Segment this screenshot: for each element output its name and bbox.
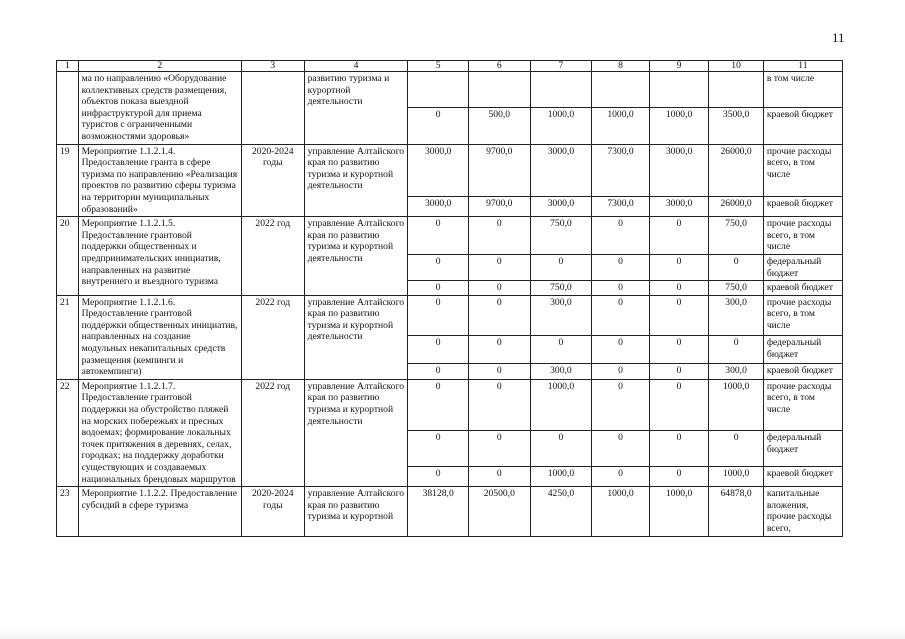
table-row	[57, 144, 843, 196]
value-cell: 20500,0	[468, 487, 530, 536]
value-cell: 0	[468, 254, 530, 280]
col-header: 7	[530, 61, 592, 72]
value-cell: 0	[592, 336, 650, 364]
value-cell: 0	[530, 336, 592, 364]
table-row	[57, 295, 843, 335]
value-cell: 0	[649, 467, 709, 487]
value-cell: 3000,0	[649, 196, 709, 216]
column-number-row	[57, 61, 843, 72]
value-cell	[408, 72, 469, 108]
value-cell: 0	[649, 254, 709, 280]
value-cell: 0	[649, 281, 709, 296]
value-cell: 0	[649, 431, 709, 467]
value-cell: 1000,0	[709, 467, 763, 487]
value-cell: 26000,0	[709, 144, 763, 196]
value-cell: 0	[468, 217, 530, 255]
funding-source: краевой бюджет	[763, 281, 842, 296]
executor: управление Алтайского края по развитию туризма и курортной деятельности	[304, 379, 408, 486]
value-cell: 0	[408, 379, 469, 431]
col-header: 9	[649, 61, 709, 72]
value-cell: 9700,0	[468, 144, 530, 196]
executor: управление Алтайского края по развитию туризма и курортной деятельности	[304, 295, 408, 379]
funding-source: краевой бюджет	[763, 467, 842, 487]
value-cell: 0	[468, 379, 530, 431]
table-body	[57, 72, 843, 537]
funding-source: прочие расходы всего, в том числе	[763, 295, 842, 335]
table-row	[57, 487, 843, 536]
value-cell: 64878,0	[709, 487, 763, 536]
value-cell: 0	[468, 431, 530, 467]
row-number	[57, 72, 79, 145]
funding-source: прочие расходы всего, в том числе	[763, 144, 842, 196]
measure-description: ма по направлению «Оборудование коллективных средств размещения, объектов показа выездной инфраструктурой для приема туристов с ограниченными возможностями здоровья»	[78, 72, 241, 145]
value-cell: 0	[592, 364, 650, 380]
value-cell: 26000,0	[709, 196, 763, 216]
funding-source: краевой бюджет	[763, 364, 842, 380]
value-cell: 0	[649, 336, 709, 364]
row-number: 23	[57, 487, 79, 536]
value-cell: 3000,0	[408, 144, 469, 196]
row-number: 20	[57, 217, 79, 296]
value-cell: 0	[649, 364, 709, 380]
period: 2020-2024 годы	[241, 144, 304, 217]
value-cell: 0	[649, 217, 709, 255]
value-cell: 0	[592, 295, 650, 335]
value-cell: 1000,0	[530, 379, 592, 431]
measure-description: Мероприятие 1.1.2.2. Предоставление субсидий в сфере туризма	[78, 487, 241, 536]
executor: управление Алтайского края по развитию туризма и курортной	[304, 487, 408, 536]
col-header: 2	[78, 61, 241, 72]
funding-source: капитальные вложения, прочие расходы всего,	[763, 487, 842, 536]
value-cell: 0	[468, 295, 530, 335]
row-number: 22	[57, 379, 79, 486]
measure-description: Мероприятие 1.1.2.1.5. Предоставление грантовой поддержки общественных и предпринимательских инициатив, направленных на развитие внутреннего и въездного туризма	[78, 217, 241, 296]
page-number: 11	[832, 30, 845, 45]
page-bottom-edge	[0, 628, 905, 639]
budget-table	[56, 60, 843, 537]
value-cell: 500,0	[468, 108, 530, 144]
value-cell: 0	[468, 281, 530, 296]
funding-source: прочие расходы всего, в том числе	[763, 379, 842, 431]
period: 2020-2024 годы	[241, 487, 304, 536]
col-header: 8	[592, 61, 650, 72]
funding-source: прочие расходы всего, в том числе	[763, 217, 842, 255]
value-cell: 1000,0	[592, 487, 650, 536]
measure-description: Мероприятие 1.1.2.1.4. Предоставление гранта в сфере туризма по направлению «Реализация проектов по развитию сферы туризма на территории муниципальных образований»	[78, 144, 241, 217]
table-row	[57, 217, 843, 255]
col-header: 6	[468, 61, 530, 72]
value-cell: 300,0	[709, 295, 763, 335]
value-cell: 7300,0	[592, 196, 650, 216]
value-cell: 1000,0	[649, 487, 709, 536]
value-cell: 0	[530, 431, 592, 467]
value-cell: 300,0	[530, 295, 592, 335]
value-cell: 0	[408, 281, 469, 296]
value-cell: 0	[592, 379, 650, 431]
value-cell: 750,0	[709, 217, 763, 255]
col-header: 5	[408, 61, 469, 72]
value-cell: 1000,0	[530, 108, 592, 144]
period: 2022 год	[241, 217, 304, 296]
value-cell: 0	[592, 467, 650, 487]
funding-source: в том числе	[763, 72, 842, 108]
value-cell: 3000,0	[408, 196, 469, 216]
value-cell: 0	[408, 336, 469, 364]
value-cell: 1000,0	[530, 467, 592, 487]
table-row	[57, 72, 843, 108]
value-cell: 300,0	[709, 364, 763, 380]
col-header: 3	[241, 61, 304, 72]
value-cell: 1000,0	[649, 108, 709, 144]
value-cell: 0	[408, 295, 469, 335]
value-cell	[592, 72, 650, 108]
value-cell: 1000,0	[709, 379, 763, 431]
value-cell: 0	[408, 108, 469, 144]
value-cell	[649, 72, 709, 108]
value-cell: 0	[592, 254, 650, 280]
funding-source: федеральный бюджет	[763, 254, 842, 280]
value-cell: 0	[408, 431, 469, 467]
value-cell: 0	[408, 467, 469, 487]
value-cell: 9700,0	[468, 196, 530, 216]
value-cell: 0	[530, 254, 592, 280]
value-cell: 7300,0	[592, 144, 650, 196]
period: 2022 год	[241, 379, 304, 486]
value-cell: 0	[649, 295, 709, 335]
value-cell: 3000,0	[530, 196, 592, 216]
funding-source: федеральный бюджет	[763, 431, 842, 467]
measure-description: Мероприятие 1.1.2.1.6. Предоставление грантовой поддержки общественных инициатив, направленных на создание модульных некапитальных средств размещения (кемпинги и автокемпинги)	[78, 295, 241, 379]
value-cell: 1000,0	[592, 108, 650, 144]
value-cell	[709, 72, 763, 108]
value-cell: 0	[408, 364, 469, 380]
col-header: 4	[304, 61, 408, 72]
value-cell: 300,0	[530, 364, 592, 380]
value-cell: 3000,0	[530, 144, 592, 196]
period	[241, 72, 304, 145]
col-header: 10	[709, 61, 763, 72]
value-cell	[468, 72, 530, 108]
value-cell: 4250,0	[530, 487, 592, 536]
value-cell: 0	[408, 254, 469, 280]
value-cell: 0	[592, 431, 650, 467]
value-cell: 38128,0	[408, 487, 469, 536]
value-cell: 0	[709, 431, 763, 467]
value-cell: 0	[709, 336, 763, 364]
value-cell: 3000,0	[649, 144, 709, 196]
value-cell: 3500,0	[709, 108, 763, 144]
funding-source: краевой бюджет	[763, 196, 842, 216]
period: 2022 год	[241, 295, 304, 379]
value-cell: 750,0	[709, 281, 763, 296]
col-header: 11	[763, 61, 842, 72]
measure-description: Мероприятие 1.1.2.1.7. Предоставление грантовой поддержки на обустройство пляжей на морских побережьях и пресных водоемах; формирование локальных точек притяжения в деревнях, селах, городках; на поддержку доработки существующих и создаваемых национальных брендовых маршрутов	[78, 379, 241, 486]
value-cell: 0	[592, 217, 650, 255]
funding-source: краевой бюджет	[763, 108, 842, 144]
row-number: 21	[57, 295, 79, 379]
value-cell: 0	[468, 364, 530, 380]
table-row	[57, 379, 843, 431]
value-cell: 0	[649, 379, 709, 431]
value-cell	[530, 72, 592, 108]
executor: развитию туризма и курортной деятельности	[304, 72, 408, 145]
value-cell: 750,0	[530, 217, 592, 255]
funding-source: федеральный бюджет	[763, 336, 842, 364]
value-cell: 0	[408, 217, 469, 255]
value-cell: 0	[709, 254, 763, 280]
executor: управление Алтайского края по развитию туризма и курортной деятельности	[304, 144, 408, 217]
value-cell: 750,0	[530, 281, 592, 296]
row-number: 19	[57, 144, 79, 217]
value-cell: 0	[592, 281, 650, 296]
value-cell: 0	[468, 336, 530, 364]
value-cell: 0	[468, 467, 530, 487]
col-header: 1	[57, 61, 79, 72]
executor: управление Алтайского края по развитию туризма и курортной деятельности	[304, 217, 408, 296]
